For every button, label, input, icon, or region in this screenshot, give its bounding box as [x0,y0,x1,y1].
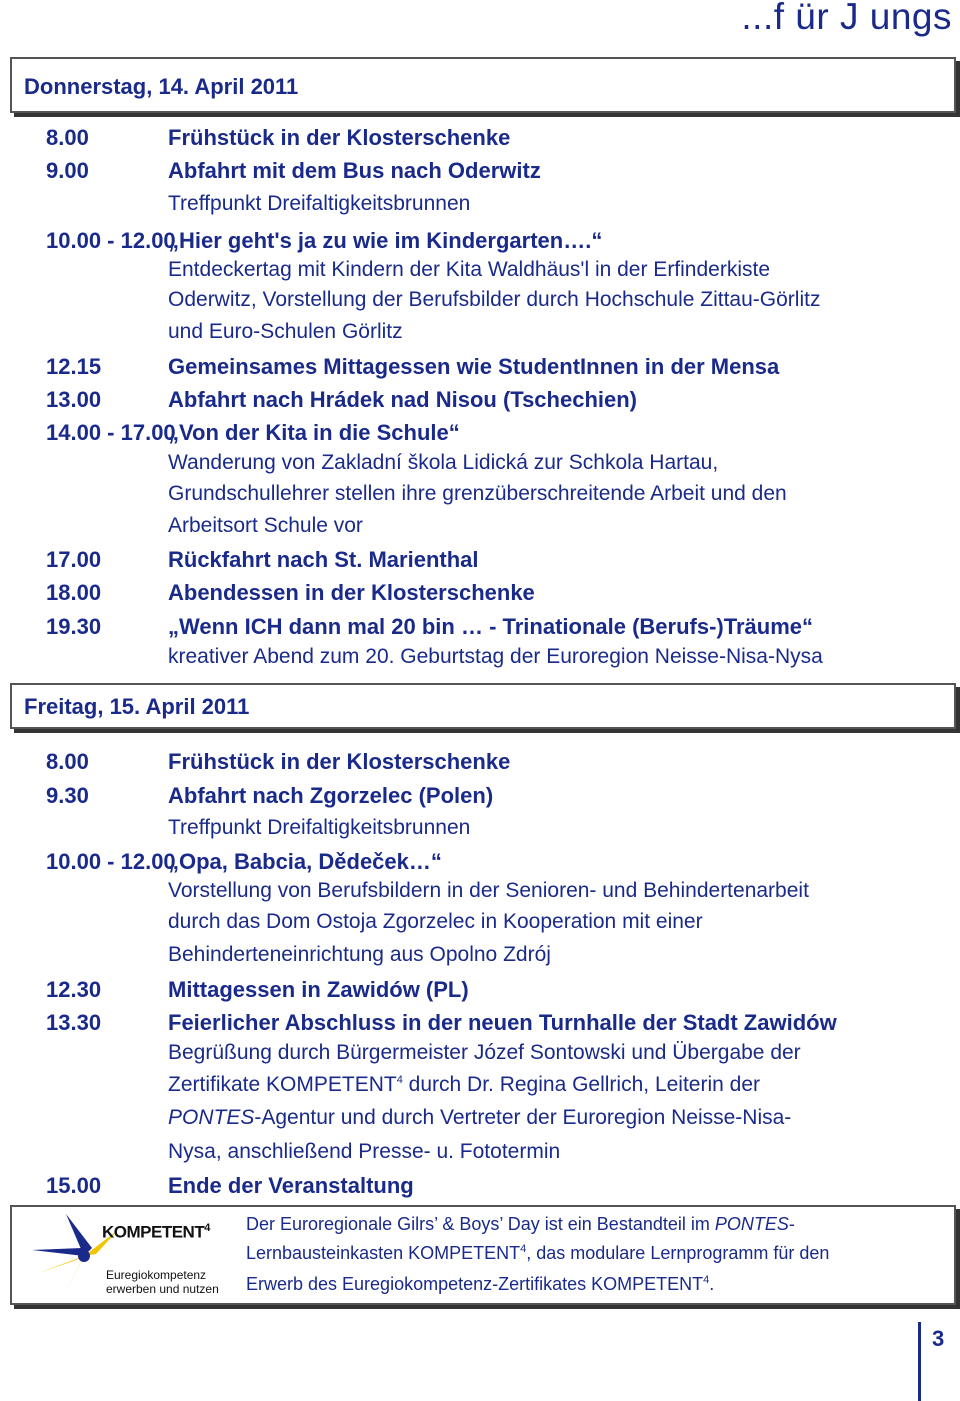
logo-title [102,1222,210,1243]
footer-line-3 [246,1274,714,1295]
superscript: 4 [520,1243,527,1255]
time-label: 9.00 [46,158,89,183]
header-tag: ...f ür J ungs [741,0,952,37]
event-desc: und Euro-Schulen Görlitz [168,320,403,343]
time-label: 18.00 [46,580,102,605]
event-desc-pontes [168,1106,791,1130]
footer-part: - [788,1214,795,1234]
event-desc-certificates [168,1073,760,1097]
footer-part: , das modulare Lernprogramm für den [526,1243,830,1263]
logo-line: erwerben und nutzen [106,1282,219,1296]
footer-line-2 [246,1243,829,1264]
event-desc: Nysa, anschließend Presse- u. Fototermin [168,1140,561,1163]
event-desc: Oderwitz, Vorstellung der Berufsbilder durch Hochschule Zittau-Görlitz [168,288,821,311]
time-label: 17.00 [46,547,102,572]
event-desc-part: Zertifikate KOMPETENT [168,1073,397,1096]
event-title: Abfahrt nach Zgorzelec (Polen) [168,783,494,808]
day2-heading: Freitag, 15. April 2011 [10,683,956,729]
event-desc: Wanderung von Zakladní škola Lidická zur Schkola Hartau, [168,451,719,474]
event-title: „Von der Kita in die Schule“ [168,420,460,445]
event-title: Frühstück in der Klosterschenke [168,749,511,774]
event-desc: Grundschullehrer stellen ihre grenzüberschreitende Arbeit und den [168,482,787,505]
time-label: 15.00 [46,1173,102,1198]
kompetent-logo [22,1210,232,1300]
event-desc: Treffpunkt Dreifaltigkeitsbrunnen [168,192,471,215]
time-label: 12.30 [46,977,102,1002]
event-title: Abfahrt mit dem Bus nach Oderwitz [168,158,541,183]
time-label: 13.00 [46,387,102,412]
event-title: Feierlicher Abschluss in der neuen Turnhalle der Stadt Zawidów [168,1010,837,1035]
time-label: 19.30 [46,614,102,639]
logo-title-text: KOMPETENT [102,1222,205,1242]
time-label: 12.15 [46,354,102,379]
time-label: 8.00 [46,749,89,774]
event-title: Abfahrt nach Hrádek nad Nisou (Tschechien) [168,387,638,412]
event-title: Abendessen in der Klosterschenke [168,580,535,605]
event-desc-part: durch Dr. Regina Gellrich, Leiterin der [408,1073,761,1096]
logo-sup: 4 [204,1222,210,1234]
event-desc: Behinderteneinrichtung aus Opolno Zdrój [168,943,551,966]
event-desc-part: -Agentur und durch Vertreter der Euroregion Neisse-Nisa- [254,1106,792,1129]
footer-part: . [709,1274,715,1294]
event-desc: Arbeitsort Schule vor [168,514,363,537]
pontes-italic: PONTES [168,1106,255,1129]
event-desc: durch das Dom Ostoja Zgorzelec in Kooperation mit einer [168,910,703,933]
event-desc: Treffpunkt Dreifaltigkeitsbrunnen [168,816,471,839]
event-desc: Begrüßung durch Bürgermeister Józef Sontowski und Übergabe der [168,1041,801,1064]
page-number-bar [918,1322,921,1401]
day1-heading: Donnerstag, 14. April 2011 [10,57,956,113]
event-title: Rückfahrt nach St. Marienthal [168,547,479,572]
footer-part: Lernbausteinkasten KOMPETENT [246,1243,521,1263]
footer-part: Erwerb des Euregiokompetenz-Zertifikates KOMPETENT [246,1274,704,1294]
event-title: „Hier geht's ja zu wie im Kindergarten….“ [168,228,603,253]
pontes-italic: PONTES [714,1214,789,1234]
event-title: Mittagessen in Zawidów (PL) [168,977,469,1002]
page-number: 3 [932,1326,945,1351]
time-label: 13.30 [46,1010,102,1035]
event-desc: Vorstellung von Berufsbildern in der Senioren- und Behindertenarbeit [168,879,809,902]
event-desc: Entdeckertag mit Kindern der Kita Waldhäus'l in der Erfinderkiste [168,258,771,281]
event-title: Gemeinsames Mittagessen wie StudentInnen in der Mensa [168,354,780,379]
logo-line: Euregiokompetenz [106,1268,207,1282]
footer-line-1 [246,1214,795,1235]
time-label: 14.00 - 17.00 [46,420,176,445]
time-label: 10.00 - 12.00 [46,228,176,253]
footer-part: Der Euroregionale Gilrs’ & Boys’ Day ist ein Bestandteil im [246,1214,715,1234]
superscript: 4 [396,1074,403,1086]
event-title: Ende der Veranstaltung [168,1173,414,1198]
event-title: Frühstück in der Klosterschenke [168,125,511,150]
superscript: 4 [703,1274,710,1286]
event-title: „Wenn ICH dann mal 20 bin … - Trinationale (Berufs-)Träume“ [168,614,814,639]
time-label: 10.00 - 12.00 [46,849,176,874]
time-label: 8.00 [46,125,89,150]
logo-subtitle [106,1268,219,1296]
event-desc: kreativer Abend zum 20. Geburtstag der Euroregion Neisse-Nisa-Nysa [168,645,823,668]
time-label: 9.30 [46,783,89,808]
event-title: „Opa, Babcia, Dědeček…“ [168,849,442,874]
